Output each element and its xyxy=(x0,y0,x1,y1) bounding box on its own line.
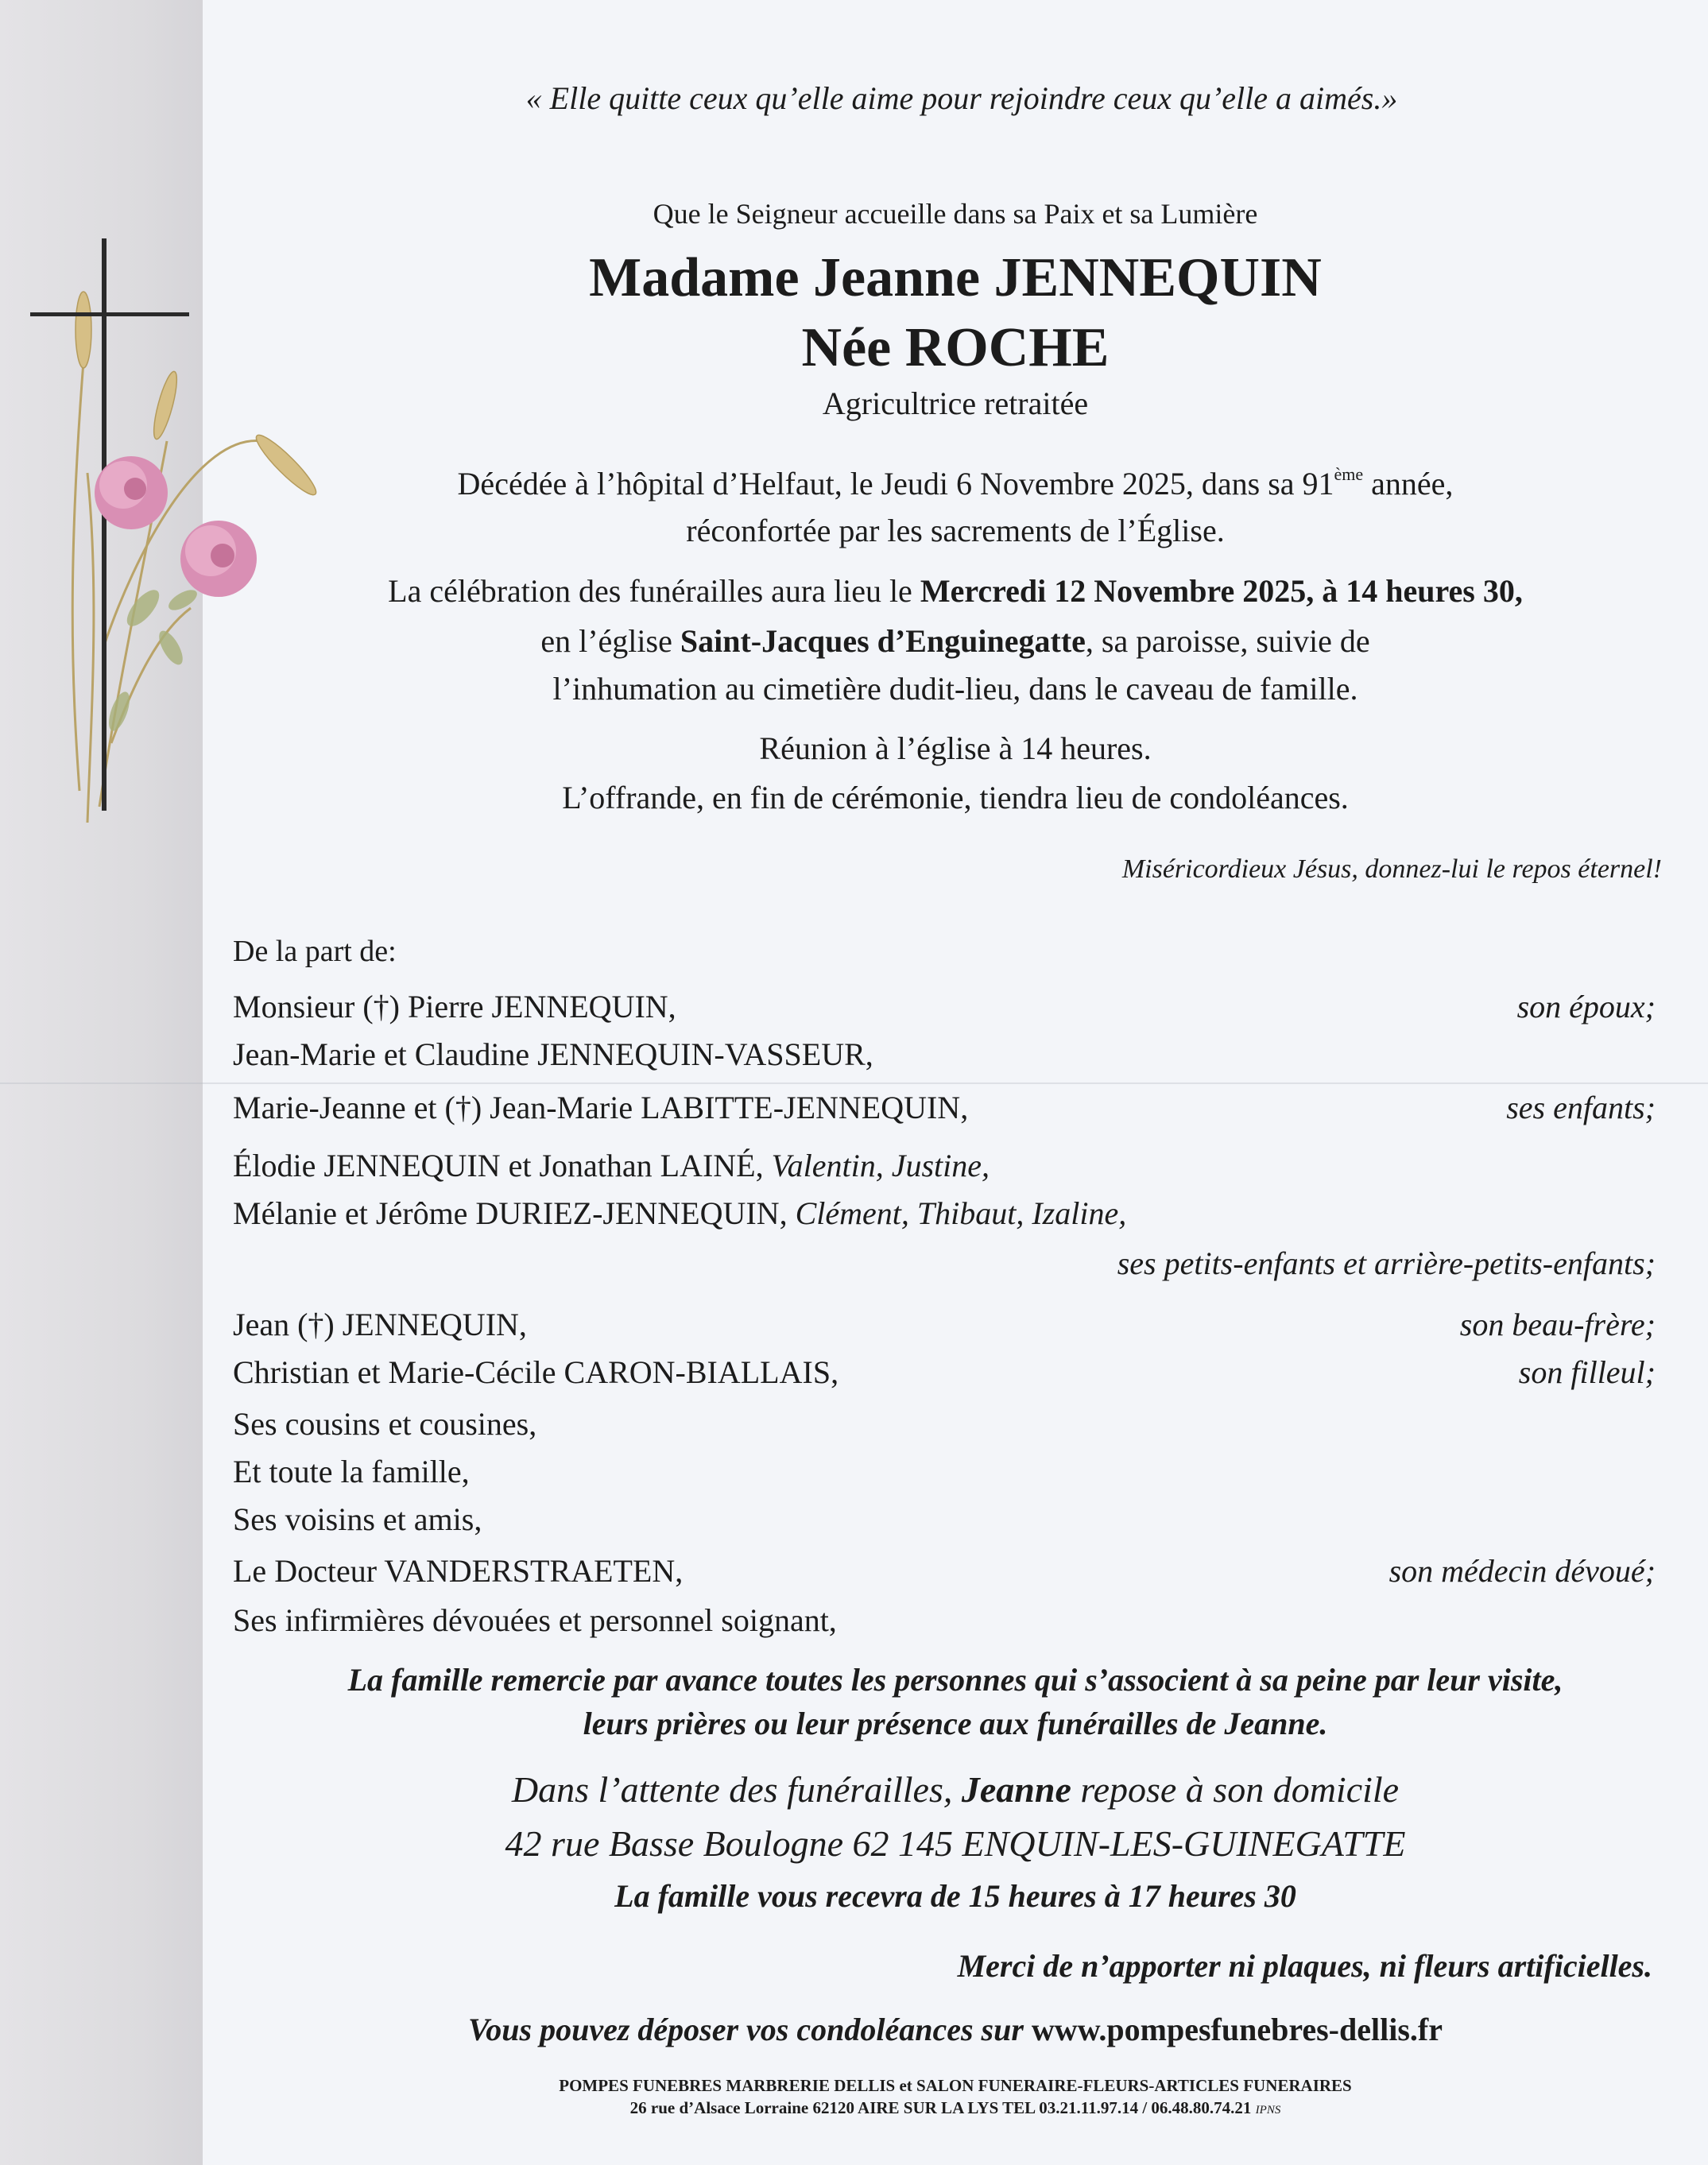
deceased-name: Madame Jeanne JENNEQUIN xyxy=(589,247,1322,308)
family-member-text: Ses voisins et amis, xyxy=(233,1501,482,1537)
visiting-hours: La famille vous recevra de 15 heures à 17 heures 30 xyxy=(614,1878,1296,1914)
family-member-text: Ses cousins et cousines, xyxy=(233,1406,537,1442)
condolences-website-link[interactable]: www.pompesfunebres-dellis.fr xyxy=(1031,2012,1443,2047)
family-row xyxy=(233,1195,1656,1232)
family-row xyxy=(233,1306,1656,1343)
family-row xyxy=(233,1354,1656,1391)
prayer-line: Miséricordieux Jésus, donnez-lui le repos éternel! xyxy=(1121,854,1662,884)
family-row xyxy=(233,1089,1656,1126)
family-member-text: Et toute la famille, xyxy=(233,1454,470,1489)
family-row xyxy=(233,1601,1656,1639)
paper-fold-line xyxy=(0,1082,1708,1084)
death-line: Décédée à l’hôpital d’Helfaut, le Jeudi 6 Novembre 2025, dans sa 91ème année, xyxy=(457,464,1454,502)
family-row xyxy=(233,988,1656,1025)
family-row xyxy=(233,1501,1656,1538)
family-relation: son beau-frère; xyxy=(1459,1307,1656,1342)
family-member-text: Ses infirmières dévouées et personnel soignant, xyxy=(233,1602,837,1638)
condolences-line: Vous pouvez déposer vos condoléances sur www.pompesfunebres-dellis.fr xyxy=(468,2012,1443,2047)
family-relation: son filleul; xyxy=(1518,1354,1656,1390)
family-member-text: Élodie JENNEQUIN et Jonathan LAINÉ, xyxy=(233,1148,772,1183)
no-plaques-notice: Merci de n’apporter ni plaques, ni fleurs artificielles. xyxy=(957,1948,1652,1984)
de-la-part-heading: De la part de: xyxy=(233,935,397,968)
family-member-text: Mélanie et Jérôme DURIEZ-JENNEQUIN, xyxy=(233,1195,796,1231)
family-relation: son époux; xyxy=(1516,989,1656,1024)
thanks-line-2: leurs prières ou leur présence aux funérailles de Jeanne. xyxy=(583,1706,1328,1741)
family-member-text: Monsieur (†) Pierre JENNEQUIN, xyxy=(233,989,676,1024)
family-relation: ses petits-enfants et arrière-petits-enfants; xyxy=(1117,1245,1656,1281)
family-member-text: Christian et Marie-Cécile CARON-BIALLAIS, xyxy=(233,1354,839,1390)
funeral-home-address: 26 rue d’Alsace Lorraine 62120 AIRE SUR LA LYS TEL 03.21.11.97.14 / 06.48.80.74.21 IPNS xyxy=(629,2098,1281,2117)
waiting-line: Dans l’attente des funérailles, Jeanne repose à son domicile xyxy=(511,1769,1400,1810)
burial-line: l’inhumation au cimetière dudit-lieu, dans le caveau de famille. xyxy=(552,671,1358,707)
family-member-text: Le Docteur VANDERSTRAETEN, xyxy=(233,1553,684,1589)
family-row xyxy=(233,1147,1656,1184)
family-member-text: Jean-Marie et Claudine JENNEQUIN-VASSEUR, xyxy=(233,1036,873,1072)
rose-icon xyxy=(95,456,168,529)
reunion-line: Réunion à l’église à 14 heures. xyxy=(759,730,1152,766)
maiden-name: Née ROCHE xyxy=(801,317,1110,378)
opening-quote: « Elle quitte ceux qu’elle aime pour rejoindre ceux qu’elle a aimés.» xyxy=(525,80,1398,116)
funeral-date-line: La célébration des funérailles aura lieu le Mercredi 12 Novembre 2025, à 14 heures 30, xyxy=(388,573,1523,609)
family-row xyxy=(233,1552,1656,1590)
thanks-line-1: La famille remercie par avance toutes les personnes qui s’associent à sa peine par leur visite, xyxy=(347,1662,1563,1698)
funeral-home-name: POMPES FUNEBRES MARBRERIE DELLIS et SALON FUNERAIRE-FLEURS-ARTICLES FUNERAIRES xyxy=(559,2076,1352,2095)
family-row xyxy=(233,1405,1656,1443)
family-row xyxy=(233,1453,1656,1490)
home-address: 42 rue Basse Boulogne 62 145 ENQUIN-LES-GUINEGATTE xyxy=(505,1823,1406,1864)
family-member-text: Marie-Jeanne et (†) Jean-Marie LABITTE-JENNEQUIN, xyxy=(233,1090,969,1125)
grandchildren-names: Clément, Thibaut, Izaline, xyxy=(795,1195,1127,1231)
blessing-line: Que le Seigneur accueille dans sa Paix et sa Lumière xyxy=(653,198,1258,230)
family-relation: son médecin dévoué; xyxy=(1388,1553,1656,1589)
family-member-text: Jean (†) JENNEQUIN, xyxy=(233,1307,527,1342)
grandchildren-names: Valentin, Justine, xyxy=(771,1148,990,1183)
sacraments-line: réconfortée par les sacrements de l’Église. xyxy=(686,513,1225,548)
funeral-church-line: en l’église Saint-Jacques d’Enguinegatte, sa paroisse, suivie de xyxy=(540,623,1370,659)
offering-line: L’offrande, en fin de cérémonie, tiendra lieu de condoléances. xyxy=(562,780,1349,815)
family-relation: ses enfants; xyxy=(1506,1090,1656,1125)
profession: Agricultrice retraitée xyxy=(822,385,1089,421)
family-row xyxy=(233,1036,1656,1073)
